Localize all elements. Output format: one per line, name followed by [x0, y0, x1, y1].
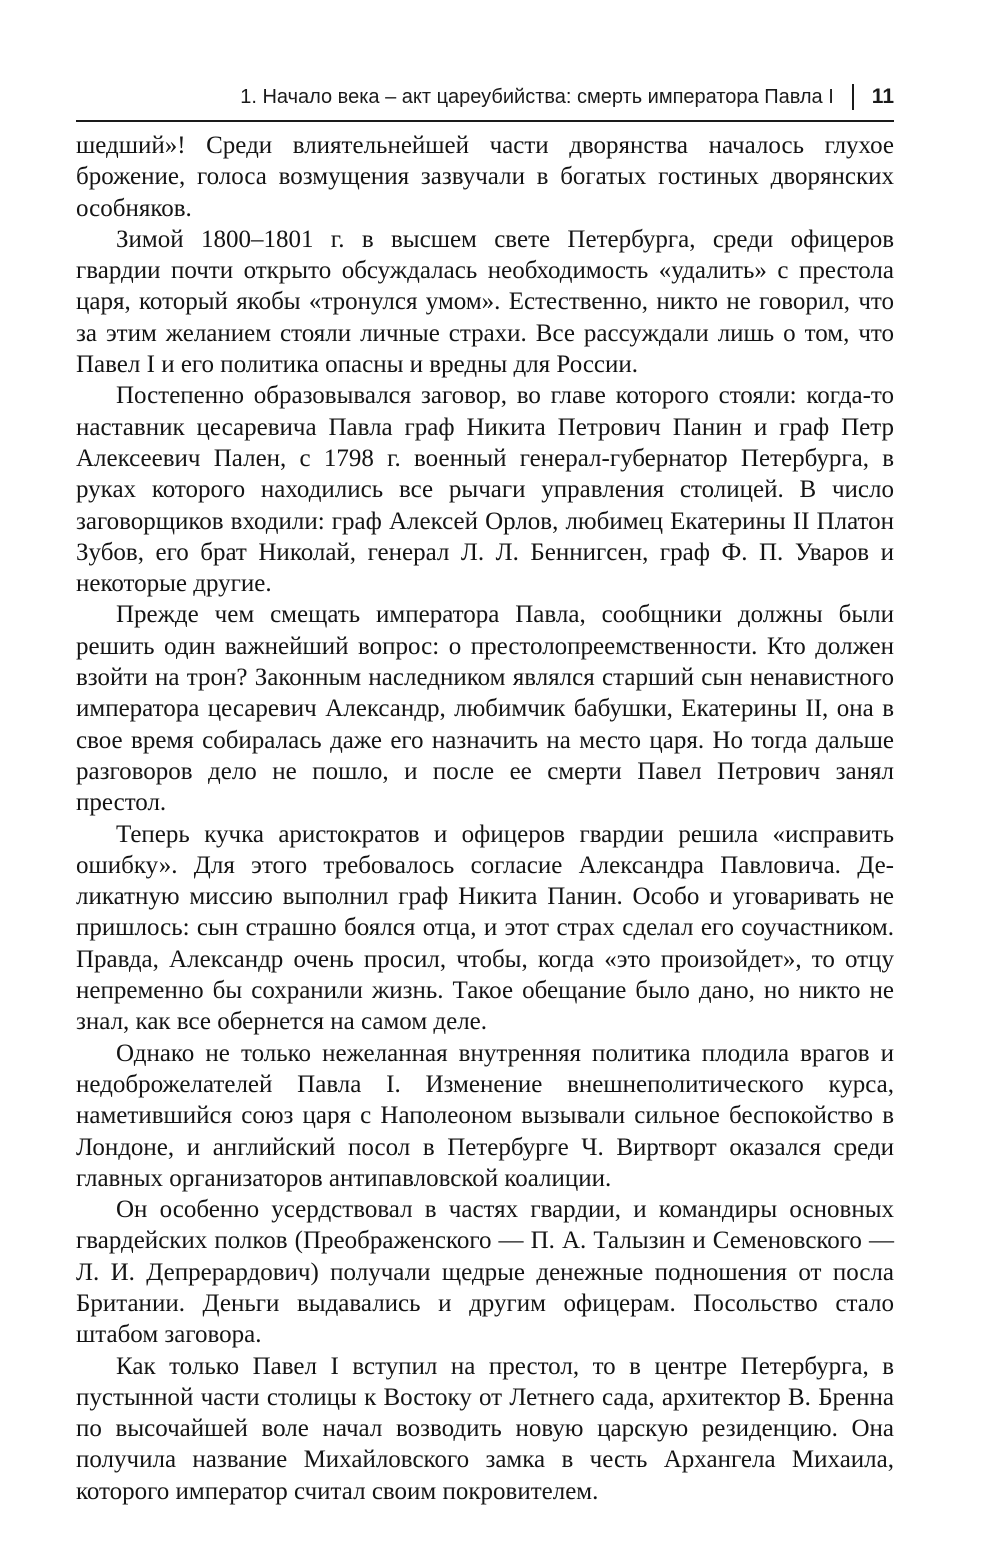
text-body — [76, 130, 894, 1507]
paragraph: Прежде чем смещать императора Павла, сообщники должны были решить один важнейший вопрос: о престолопреемственности. Кто должен взойти на трон? Законным наследником являлся старший сын ненавистного императора цесаревич Александр, любимчик бабушки, Екатерины II, она в свое время собиралась даже его назначить на место царя. Но тогда дальше разговоров дело не пошло, и после ее смерти Павел Петрович занял престол. — [76, 601, 894, 817]
paragraph: Теперь кучка аристократов и офицеров гвардии решила «исправить ошибку». Для этого требовалось согласие Александра Павловича. Деликатную миссию выполнил граф Никита Панин. Особо и уговаривать не пришлось: сын страшно боялся отца, и этот страх сделал его соучастником. Правда, Александр очень просил, чтобы, когда «это произойдет», то отцу непременно бы сохранили жизнь. Такое обещание было дано, но никто не знал, как все обернется на самом деле. — [76, 820, 894, 1036]
running-header — [76, 74, 894, 122]
paragraph: Однако не только нежеланная внутренняя политика плодила врагов и недоброжелателей Павла I. Изменение внешнеполитического курса, наметившийся союз царя с Наполеоном вызывали сильное беспокойство в Лондоне, и английский посол в Петербурге Ч. Виртворт оказался среди главных организаторов антипавловской коалиции. — [76, 1039, 894, 1192]
paragraph: Как только Павел I вступил на престол, то в центре Петербурга, в пустынной части столицы к Востоку от Летнего сада, архитектор В. Бренна по высочайшей воле начал возводить новую царскую резиденцию. Она получила название Михайловского замка в честь Архангела Михаила, которого император считал своим покровителем. — [76, 1352, 894, 1505]
paragraph-continued: шедший»! Среди влиятельнейшей части дворянства началось глухое брожение, голоса возмущения зазвучали в богатых гостиных дворянских особняков. — [76, 132, 894, 222]
chapter-title: 1. Начало века – акт цареубийства: смерть императора Павла I — [240, 85, 834, 108]
book-page — [76, 74, 894, 1507]
paragraph: Постепенно образовывался заговор, во главе которого стояли: когда-то наставник цесаревича Павла граф Никита Петрович Панин и граф Петр Алексеевич Пален, с 1798 г. военный генерал-губернатор Петербурга, в руках которого находились все рычаги управления столицей. В число заговорщиков входили: граф Алексей Орлов, любимец Екатерины II Платон Зубов, его брат Николай, генерал Л. Л. Беннигсен, граф Ф. П. Уваров и некоторые другие. — [76, 382, 894, 598]
paragraph: Он особенно усердствовал в частях гвардии, и командиры основных гвардейских полков (Преображенского — П. А. Талызин и Семеновского — Л. И. Депрерардович) получали щедрые денежные подношения от посла Британии. Деньги выдавались и другим офицерам. Посольство стало штабом заговора. — [76, 1196, 894, 1349]
page-number: 11 — [871, 85, 894, 108]
paragraph: Зимой 1800–1801 г. в высшем свете Петербурга, среди офицеров гвардии почти открыто обсуждалась необходимость «удалить» с престола царя, который якобы «тронулся умом». Естественно, никто не говорил, что за этим желанием стояли личные страхи. Все рассуждали лишь о том, что Павел I и его политика опасны и вредны для России. — [76, 225, 894, 379]
